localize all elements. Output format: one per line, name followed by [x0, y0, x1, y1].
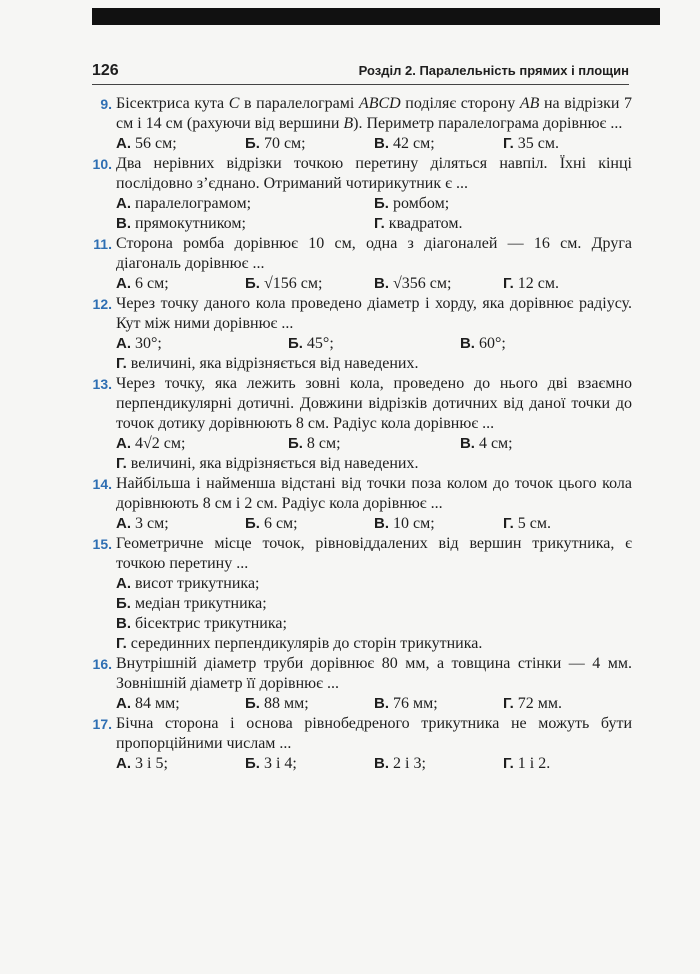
answer-options: [116, 434, 632, 454]
problem-text: Бічна сторона і основа рівнобедреного трикутника не можуть бути пропорційними числам ...: [116, 715, 632, 752]
problem-17: [84, 714, 632, 774]
problem-number: 13.: [92, 376, 112, 392]
problem-number: 12.: [92, 296, 112, 312]
page-number: 126: [92, 62, 119, 79]
answer-options: [116, 514, 632, 534]
option-v[interactable]: В. 60°;: [459, 335, 506, 352]
option-a[interactable]: А. 3 см;: [116, 515, 169, 532]
problem-9: [84, 94, 632, 154]
option-g[interactable]: Г. 12 см.: [503, 275, 560, 292]
problem-number: 17.: [92, 716, 112, 732]
problem-number: 9.: [100, 96, 112, 112]
page-top-bar: [92, 8, 660, 25]
option-v[interactable]: В. 76 мм;: [374, 695, 438, 712]
option-v[interactable]: В. прямокутником;: [116, 215, 246, 232]
option-b[interactable]: Б. 88 мм;: [245, 695, 309, 712]
option-v[interactable]: В. √356 см;: [374, 275, 452, 292]
problem-number: 16.: [92, 656, 112, 672]
problem-text: Через точку даного кола проведено діаметр і хорду, яка дорівнює радіусу. Кут між ними дорівнює ...: [116, 295, 632, 332]
problem-list: [84, 94, 632, 774]
problem-12: [84, 294, 632, 374]
option-b[interactable]: Б. медіан трикутника;: [116, 595, 267, 612]
option-a[interactable]: А. 3 і 5;: [116, 755, 168, 772]
option-g[interactable]: Г. величині, яка відрізняється від наведених.: [116, 455, 419, 472]
answer-options: [116, 334, 632, 354]
problem-10: [84, 154, 632, 234]
problem-text: Через точку, яка лежить зовні кола, проведено до нього дві взаємно перпендикулярні дотичні. Довжини відрізків дотичних від даної точки до точок дотику дорівнюють 8 см. Радіус кола дорівнює ...: [116, 375, 632, 432]
header-rule: [92, 84, 629, 85]
option-g[interactable]: Г. 5 см.: [503, 515, 552, 532]
option-b[interactable]: Б. 70 см;: [245, 135, 306, 152]
answer-options: [116, 274, 632, 294]
option-a[interactable]: А. 4√2 см;: [116, 435, 186, 452]
running-title: Розділ 2. Паралельність прямих і площин: [358, 63, 629, 78]
option-b[interactable]: Б. 45°;: [287, 335, 334, 352]
answer-options: [116, 194, 632, 214]
problem-11: [84, 234, 632, 294]
problem-text: Сторона ромба дорівнює 10 см, одна з діагоналей — 16 см. Друга діагональ дорівнює ...: [116, 235, 632, 272]
option-b[interactable]: Б. 8 см;: [287, 435, 341, 452]
option-g[interactable]: Г. 1 і 2.: [503, 755, 551, 772]
option-a[interactable]: А. 56 см;: [116, 135, 177, 152]
problem-number: 10.: [92, 156, 112, 172]
option-v[interactable]: В. 2 і 3;: [374, 755, 426, 772]
answer-options: [116, 754, 632, 774]
problem-number: 11.: [93, 236, 112, 252]
problem-number: 14.: [92, 476, 112, 492]
page-header: [92, 62, 629, 80]
problem-text: Бісектриса кута C в паралелограмі ABCD поділяє сторону AB на відрізки 7 см і 14 см (рахуючи від вершини B). Периметр паралелограма дорівнює ...: [116, 95, 633, 132]
option-g[interactable]: Г. серединних перпендикулярів до сторін трикутника.: [116, 635, 483, 652]
option-g[interactable]: Г. 72 мм.: [503, 695, 563, 712]
option-a[interactable]: А. 6 см;: [116, 275, 169, 292]
problem-15: [84, 534, 632, 654]
option-g[interactable]: Г. 35 см.: [503, 135, 560, 152]
answer-options: [116, 694, 632, 714]
option-v[interactable]: В. 4 см;: [459, 435, 513, 452]
option-v[interactable]: В. 42 см;: [374, 135, 435, 152]
problem-13: [84, 374, 632, 474]
problem-16: [84, 654, 632, 714]
option-a[interactable]: А. 30°;: [116, 335, 162, 352]
answer-options: [116, 134, 632, 154]
option-b[interactable]: Б. 6 см;: [245, 515, 298, 532]
option-g[interactable]: Г. квадратом.: [374, 215, 463, 232]
option-a[interactable]: А. висот трикутника;: [116, 575, 260, 592]
option-a[interactable]: А. паралелограмом;: [116, 195, 252, 212]
problem-text: Внутрішній діаметр труби дорівнює 80 мм, а товщина стінки — 4 мм. Зовнішній діаметр її дорівнює ...: [116, 655, 632, 692]
option-b[interactable]: Б. √156 см;: [245, 275, 323, 292]
option-b[interactable]: Б. 3 і 4;: [245, 755, 297, 772]
option-a[interactable]: А. 84 мм;: [116, 695, 180, 712]
option-v[interactable]: В. бісектрис трикутника;: [116, 615, 287, 632]
option-b[interactable]: Б. ромбом;: [374, 195, 450, 212]
problem-text: Найбільша і найменша відстані від точки поза колом до точок цього кола дорівнюють 8 см і 2 см. Радіус кола дорівнює ...: [116, 475, 632, 512]
problem-number: 15.: [92, 536, 112, 552]
problem-14: [84, 474, 632, 534]
option-g[interactable]: Г. величині, яка відрізняється від наведених.: [116, 355, 419, 372]
answer-options: [116, 214, 632, 234]
problem-text: Геометричне місце точок, рівновіддалених від вершин трикутника, є точкою перетину ...: [116, 535, 632, 572]
problem-text: Два нерівних відрізки точкою перетину діляться навпіл. Їхні кінці послідовно з’єднано. Отриманий чотирикутник є ...: [116, 155, 632, 192]
option-v[interactable]: В. 10 см;: [374, 515, 435, 532]
